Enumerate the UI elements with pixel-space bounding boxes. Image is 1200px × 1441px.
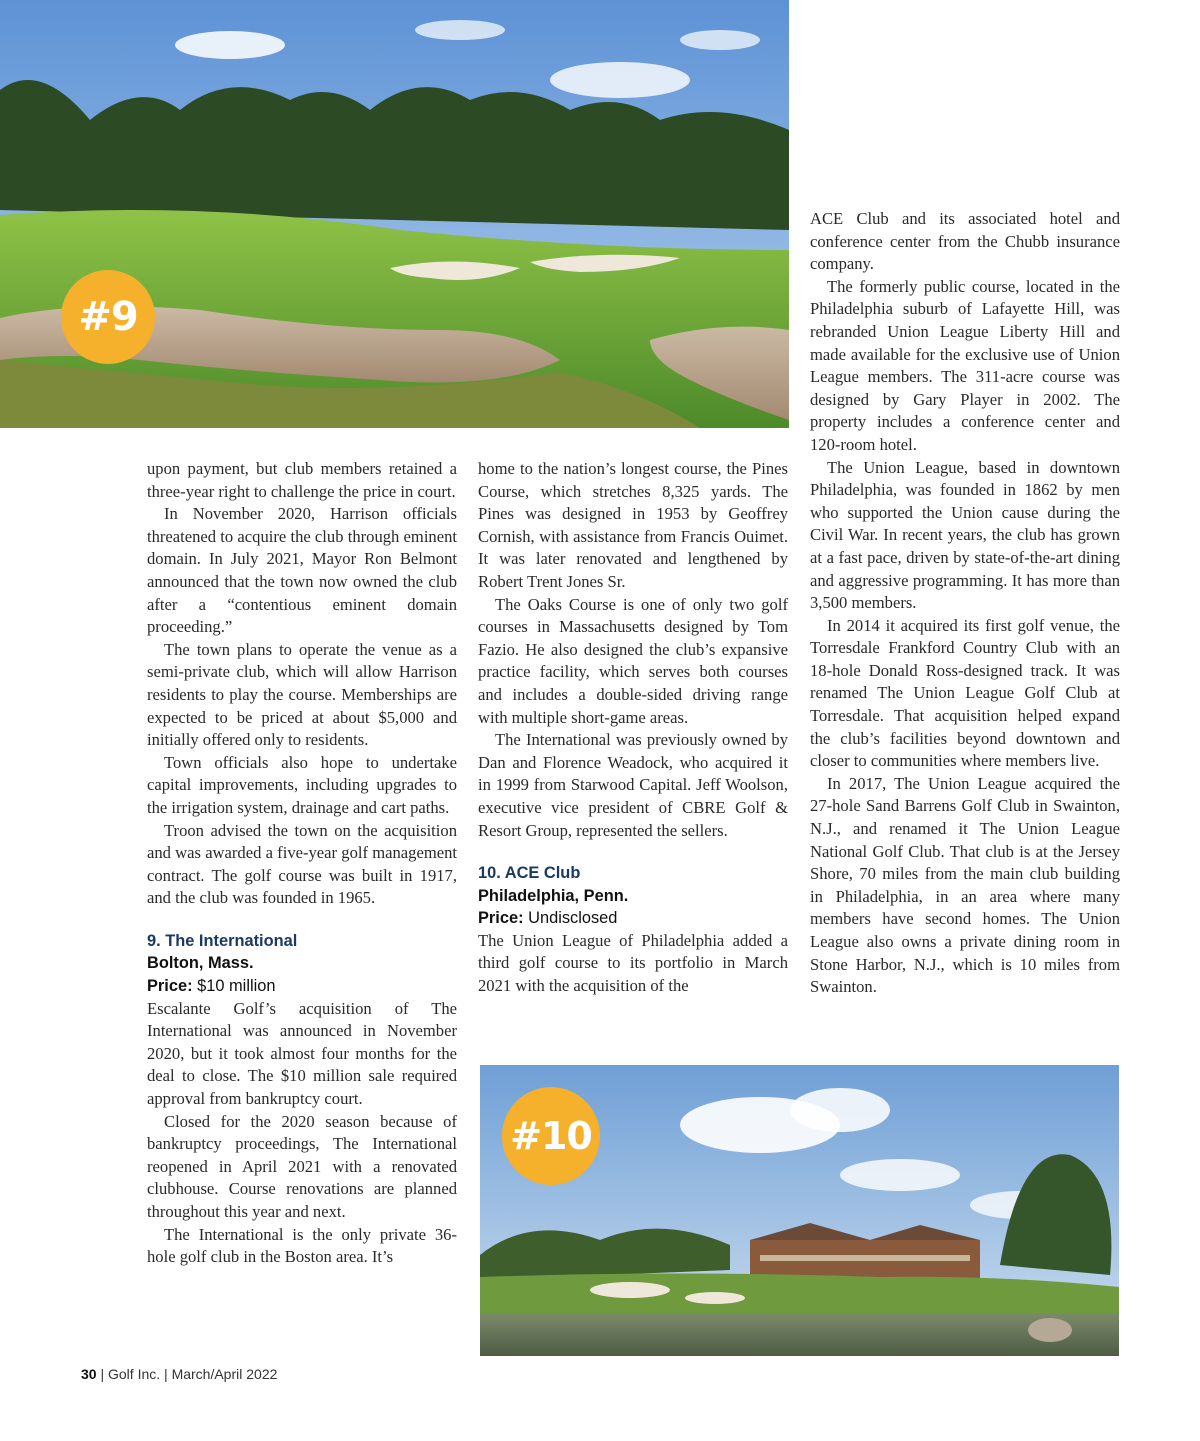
paragraph: ACE Club and its associated hotel and conference center from the Chubb insurance company. [810,209,1120,274]
paragraph: The International was previously owned by Dan and Florence Weadock, who acquired it in 1999 from Starwood Capital. Jeff Woolson, executive vice president of CBRE Golf & Resort Group, represented the sellers. [478,730,788,840]
article-column-2 [478,458,788,998]
rank-badge-10: #10 [502,1087,600,1185]
rank-badge-9: #9 [61,270,155,364]
paragraph: home to the nation’s longest course, the Pines Course, which stretches 8,325 yards. The Pines was designed in 1953 by Geoffrey Cornish, with assistance from Francis Ouimet. It was later renovated and lengthened by Robert Trent Jones Sr. [478,459,788,591]
paragraph: In 2014 it acquired its first golf venue, the Torresdale Frankford Country Club with an 18-hole Donald Ross-designed track. It was renamed The Union League Golf Club at Torresdale. That acquisition helped expand the club’s facilities beyond downtown and closer to communities where members live. [810,615,1120,771]
photo-golf-course-9 [0,0,789,428]
paragraph: The Union League of Philadelphia added a third golf course to its portfolio in March 2021 with the acquisition of the [478,930,788,996]
paragraph: The town plans to operate the venue as a semi-private club, which will allow Harrison residents to play the course. Memberships are expected to be priced at about $5,000 and initially offered only to residents. [147,639,457,750]
paragraph: The formerly public course, located in the Philadelphia suburb of Lafayette Hill, was rebranded Union League Liberty Hill and made available for the exclusive use of Union League members. The 311-acre course was designed by Gary Player in 2002. The property includes a conference center and 120-room hotel. [810,276,1120,454]
separator: | [100,1366,105,1382]
paragraph: In 2017, The Union League acquired the 27-hole Sand Barrens Golf Club in Swainton, N.J., and renamed it The Union League National Golf Club. That club is at the Jersey Shore, 70 miles from the main club building in Philadelphia, in an area where many members have second homes. The Union League also owns a private dining room in Stone Harbor, N.J., which is 10 miles from Swainton. [810,773,1120,997]
separator: | [164,1366,168,1382]
paragraph: Escalante Golf’s acquisition of The International was announced in November 2020, but it took almost four months for the deal to close. The $10 million sale required approval from bankruptcy court. [147,998,457,1109]
section-title: 10. ACE Club [478,864,581,883]
article-column-3 [810,208,1120,999]
section-title: 9. The International [147,931,298,950]
publication-name: Golf Inc. [108,1366,161,1382]
section-location: Philadelphia, Penn. [478,886,629,905]
section-price: Price: $10 million [147,977,276,996]
paragraph: Closed for the 2020 season because of bankruptcy proceedings, The International reopened in April 2021 with a renovated clubhouse. Course renovations are planned throughout this year and next. [147,1111,457,1221]
page-number: 30 [81,1366,97,1382]
paragraph: The Oaks Course is one of only two golf courses in Massachusetts designed by Tom Fazio. He also designed the club’s expansive practice facility, which serves both courses and includes a double-sided driving range with multiple short-game areas. [478,594,788,727]
paragraph: In November 2020, Harrison officials threatened to acquire the club through eminent domain. In July 2021, Mayor Ron Belmont announced that the town now owned the club after a “contentious eminent domain proceeding.” [147,504,457,637]
issue-date: March/April 2022 [171,1366,278,1382]
section-price: Price: Undisclosed [478,909,618,928]
paragraph: The International is the only private 36-hole golf club in the Boston area. It’s [147,1224,457,1267]
paragraph: Town officials also hope to undertake capital improvements, including upgrades to the irrigation system, drainage and cart paths. [147,752,457,817]
section-heading-9 [147,930,457,998]
section-location: Bolton, Mass. [147,954,254,973]
paragraph: Troon advised the town on the acquisition and was awarded a five-year golf management contract. The golf course was built in 1917, and the club was founded in 1965. [147,820,457,908]
page-footer [81,1366,277,1382]
paragraph: The Union League, based in downtown Philadelphia, was founded in 1862 by men who supported the Union cause during the Civil War. In recent years, the club has grown at a fast pace, driven by state-of-the-art dining and aggressive programming. It has more than 3,500 members. [810,457,1120,613]
section-heading-10 [478,862,788,930]
article-column-1 [147,458,457,1269]
paragraph: upon payment, but club members retained a three-year right to challenge the price in court. [147,459,457,501]
